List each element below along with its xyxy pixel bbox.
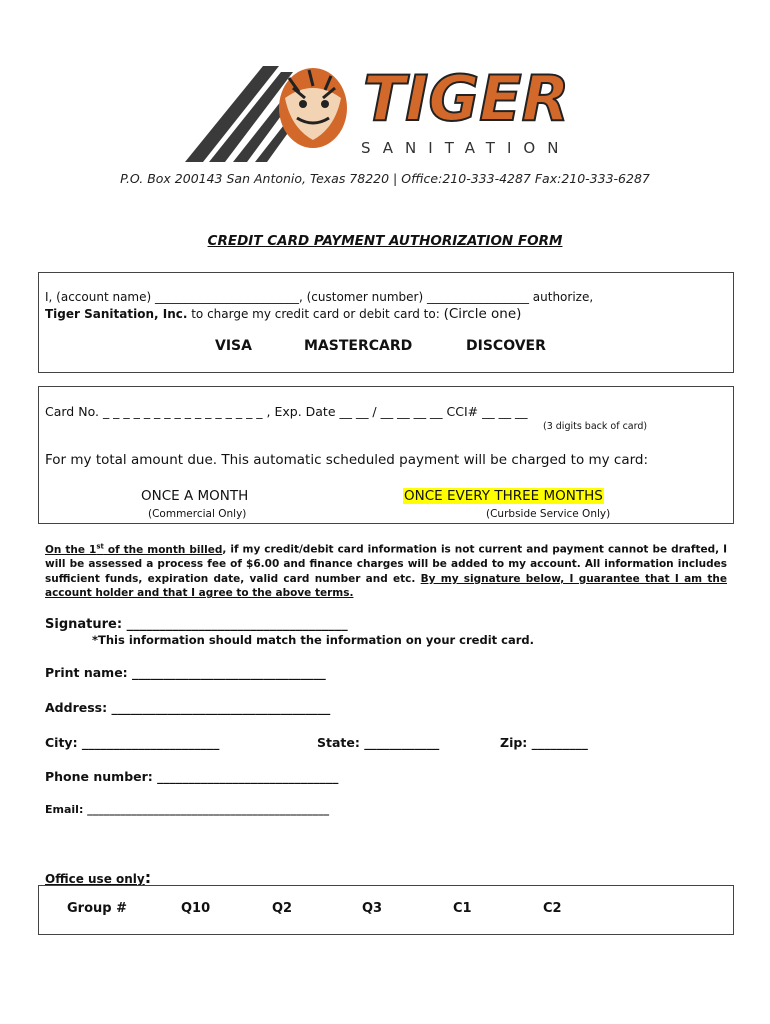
cci-note: (3 digits back of card) — [543, 421, 648, 432]
signature-field[interactable]: Signature: __________________________________ — [45, 617, 348, 632]
option-once-every-three-months[interactable]: ONCE EVERY THREE MONTHS — [404, 488, 603, 504]
address-field[interactable]: Address: ___________________________________ — [45, 700, 331, 715]
option-once-a-month-note: (Commercial Only) — [148, 508, 247, 520]
option-three-months-note: (Curbside Service Only) — [486, 508, 611, 520]
option-once-a-month[interactable]: ONCE A MONTH — [141, 488, 249, 504]
terms-lead: On the 1st of the month billed — [45, 542, 223, 556]
office-col-q3: Q3 — [362, 901, 383, 916]
office-use-label: Office use only: — [45, 868, 152, 887]
office-col-q2: Q2 — [272, 901, 293, 916]
signature-note: *This information should match the information on your credit card. — [92, 633, 534, 647]
card-option-mastercard[interactable]: MASTERCARD — [304, 338, 413, 354]
total-amount-line: For my total amount due. This automatic scheduled payment will be charged to my card: — [45, 452, 649, 468]
office-col-group: Group # — [67, 901, 127, 916]
authorization-box — [38, 272, 734, 373]
logo-sub: SANITATION — [361, 139, 571, 157]
print-name-field[interactable]: Print name: _______________________________ — [45, 665, 326, 680]
email-field[interactable]: Email: ____________________________________________ — [45, 803, 330, 816]
card-number-line[interactable]: Card No. _ _ _ _ _ _ _ _ _ _ _ _ _ _ _ _ , Exp. Date __ __ / __ __ __ __ CCI# __ __ __ — [45, 404, 528, 419]
circle-one-note: (Circle one) — [443, 306, 522, 322]
company-name: Tiger Sanitation, Inc. — [45, 307, 188, 321]
terms-paragraph — [45, 539, 727, 601]
company-address: P.O. Box 200143 San Antonio, Texas 78220 | Office:210-333-4287 Fax:210-333-6287 — [120, 171, 650, 186]
authorization-text: to charge my credit card or debit card to: — [187, 307, 444, 321]
logo-word: TIGER — [363, 62, 570, 135]
office-col-c1: C1 — [453, 901, 472, 916]
authorization-line-2 — [45, 306, 521, 322]
zip-field[interactable]: Zip: _________ — [500, 735, 588, 750]
form-title: CREDIT CARD PAYMENT AUTHORIZATION FORM — [207, 233, 563, 249]
terms-body: , if my credit/debit card information is not current and payment cannot be drafted, I will be assessed a process fee of $6.00 and finance charges will be added to my account. All information includes sufficient funds, expiration date, valid card number and etc. — [45, 543, 727, 585]
state-field[interactable]: State: ____________ — [317, 735, 440, 750]
city-field[interactable]: City: ______________________ — [45, 735, 220, 750]
card-option-visa[interactable]: VISA — [215, 338, 252, 354]
authorization-line-1: I, (account name) ________________________, (customer number) _________________ authorize, — [45, 290, 594, 304]
card-option-discover[interactable]: DISCOVER — [466, 338, 546, 354]
tiger-sanitation-logo — [185, 58, 585, 170]
terms-closing: By my signature below, I guarantee that I am the account holder and that I agree to the above terms. — [45, 572, 727, 600]
office-col-q10: Q10 — [181, 901, 211, 916]
office-use-box — [38, 885, 734, 935]
tiger-head-icon — [279, 68, 347, 148]
phone-field[interactable]: Phone number: _____________________________ — [45, 769, 339, 784]
office-col-c2: C2 — [543, 901, 562, 916]
